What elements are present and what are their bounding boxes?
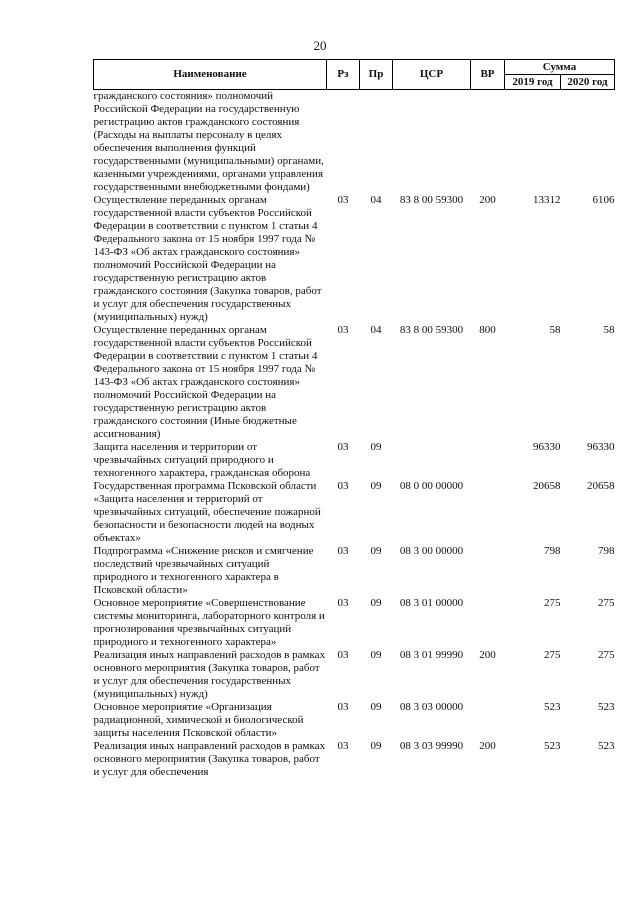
- row-name: гражданского состояния» полномочий Российской Федерации на государственную регистрацию актов гражданского состояния (Расходы на выплаты персоналу в целях обеспечения выполнения функций государственными (муниципальными) органами, казенными учреждениями, органами управления государственными внебюджетными фондами): [93, 90, 324, 193]
- row-csr: 08 0 00 00000: [399, 480, 464, 492]
- row-vr: [471, 597, 505, 649]
- row-sum-2020: 275: [598, 649, 615, 661]
- row-pr: 09: [370, 441, 382, 453]
- row-name: Реализация иных направлений расходов в рамках основного мероприятия (Закупка товаров, работ и услуг для обеспечения государственных (муниципальных) нужд): [93, 649, 326, 700]
- row-name: Государственная программа Псковской области «Защита населения и территорий от чрезвычайных ситуаций, обеспечение пожарной безопасности и безопасности людей на водных объектах»: [93, 480, 321, 544]
- row-name: Реализация иных направлений расходов в рамках основного мероприятия (Закупка товаров, работ и услуг для обеспечения: [93, 740, 326, 778]
- row-name: Основное мероприятие «Совершенствование системы мониторинга, лабораторного контроля и прогнозирования чрезвычайных ситуаций природного и техногенного характера»: [93, 597, 325, 648]
- row-sum-2019: 20658: [533, 480, 561, 492]
- row-pr: 04: [370, 324, 382, 336]
- row-vr: 200: [479, 740, 496, 752]
- row-sum-2020: 275: [598, 597, 615, 609]
- row-name: Осуществление переданных органам государственной власти субъектов Российской Федерации в соответствии с пунктом 1 статьи 4 Федерального закона от 15 ноября 1997 года № 143-ФЗ «Об актах гражданского состояния» полномочий Российской Федерации на государственную регистрацию актов гражданского состояния (Иные бюджетные ассигнования): [93, 324, 318, 440]
- row-pr: 09: [370, 740, 382, 752]
- row-sum-2020: [561, 90, 615, 195]
- row-rz: 03: [337, 480, 349, 492]
- row-pr: [360, 90, 393, 195]
- row-vr: [471, 441, 505, 480]
- row-pr: 09: [370, 597, 382, 609]
- row-sum-2019: 96330: [533, 441, 561, 453]
- row-sum-2020: 6106: [592, 194, 615, 206]
- header-vr: ВР: [471, 60, 505, 90]
- header-csr: ЦСР: [393, 60, 471, 90]
- row-rz: 03: [337, 194, 349, 206]
- row-sum-2020: 798: [598, 545, 615, 557]
- row-vr: 200: [479, 194, 496, 206]
- row-sum-2019: 275: [544, 597, 561, 609]
- row-vr: [471, 480, 505, 545]
- header-year-2019: 2019 год: [505, 75, 561, 90]
- row-csr: 83 8 00 59300: [399, 194, 464, 206]
- table-row: [94, 90, 615, 195]
- budget-table: [93, 59, 615, 779]
- header-rz: Рз: [327, 60, 360, 90]
- row-pr: 09: [370, 545, 382, 557]
- row-sum-2020: 523: [598, 740, 615, 752]
- header-year-2020: 2020 год: [561, 75, 615, 90]
- row-rz: 03: [337, 597, 349, 609]
- row-pr: 09: [370, 701, 382, 713]
- row-pr: 04: [370, 194, 382, 206]
- row-csr: 83 8 00 59300: [399, 324, 464, 336]
- page-number: 20: [313, 38, 327, 53]
- row-sum-2020: 96330: [587, 441, 615, 453]
- row-rz: [327, 90, 360, 195]
- row-sum-2020: 20658: [587, 480, 615, 492]
- row-csr: 08 3 03 99990: [399, 740, 464, 752]
- table-row: [94, 480, 615, 545]
- row-vr: [471, 545, 505, 597]
- row-csr: 08 3 03 00000: [399, 701, 464, 713]
- row-sum-2019: 13312: [533, 194, 561, 206]
- row-sum-2020: 523: [598, 701, 615, 713]
- row-name: Осуществление переданных органам государственной власти субъектов Российской Федерации в соответствии с пунктом 1 статьи 4 Федерального закона от 15 ноября 1997 года № 143-ФЗ «Об актах гражданского состояния» полномочий Российской Федерации на государственную регистрацию актов гражданского состояния (Закупка товаров, работ и услуг для обеспечения государственных (муниципальных) нужд): [93, 194, 322, 323]
- row-vr: 200: [479, 649, 496, 661]
- header-sum: Сумма: [505, 60, 615, 75]
- table-row: [94, 597, 615, 649]
- row-sum-2019: [505, 90, 561, 195]
- table-header: [94, 60, 615, 90]
- row-rz: 03: [337, 324, 349, 336]
- row-rz: 03: [337, 545, 349, 557]
- row-name: Подпрограмма «Снижение рисков и смягчение последствий чрезвычайных ситуаций природного и техногенного характера в Псковской области»: [93, 545, 314, 596]
- row-name: Защита населения и территории от чрезвычайных ситуаций природного и техногенного характера, гражданская оборона: [93, 441, 311, 479]
- table-body: [94, 90, 615, 780]
- header-name: Наименование: [94, 60, 327, 90]
- row-csr: [393, 90, 471, 195]
- row-sum-2020: 58: [603, 324, 615, 336]
- row-rz: 03: [337, 441, 349, 453]
- header-pr: Пр: [360, 60, 393, 90]
- row-rz: 03: [337, 701, 349, 713]
- table-row: [94, 740, 615, 779]
- table-row: [94, 545, 615, 597]
- row-csr: [393, 441, 471, 480]
- row-vr: [471, 90, 505, 195]
- table-row: [94, 649, 615, 701]
- row-sum-2019: 58: [549, 324, 561, 336]
- table-row: [94, 441, 615, 480]
- row-pr: 09: [370, 649, 382, 661]
- table-row: [94, 701, 615, 740]
- table-row: [94, 324, 615, 441]
- row-csr: 08 3 01 99990: [399, 649, 464, 661]
- row-vr: [471, 701, 505, 740]
- row-rz: 03: [337, 740, 349, 752]
- row-csr: 08 3 00 00000: [399, 545, 464, 557]
- row-sum-2019: 798: [544, 545, 561, 557]
- row-sum-2019: 275: [544, 649, 561, 661]
- row-csr: 08 3 01 00000: [399, 597, 464, 609]
- row-rz: 03: [337, 649, 349, 661]
- table-row: [94, 194, 615, 324]
- row-sum-2019: 523: [544, 701, 561, 713]
- row-name: Основное мероприятие «Организация радиационной, химической и биологической защиты населения Псковской области»: [93, 701, 304, 739]
- row-pr: 09: [370, 480, 382, 492]
- row-sum-2019: 523: [544, 740, 561, 752]
- row-vr: 800: [479, 324, 496, 336]
